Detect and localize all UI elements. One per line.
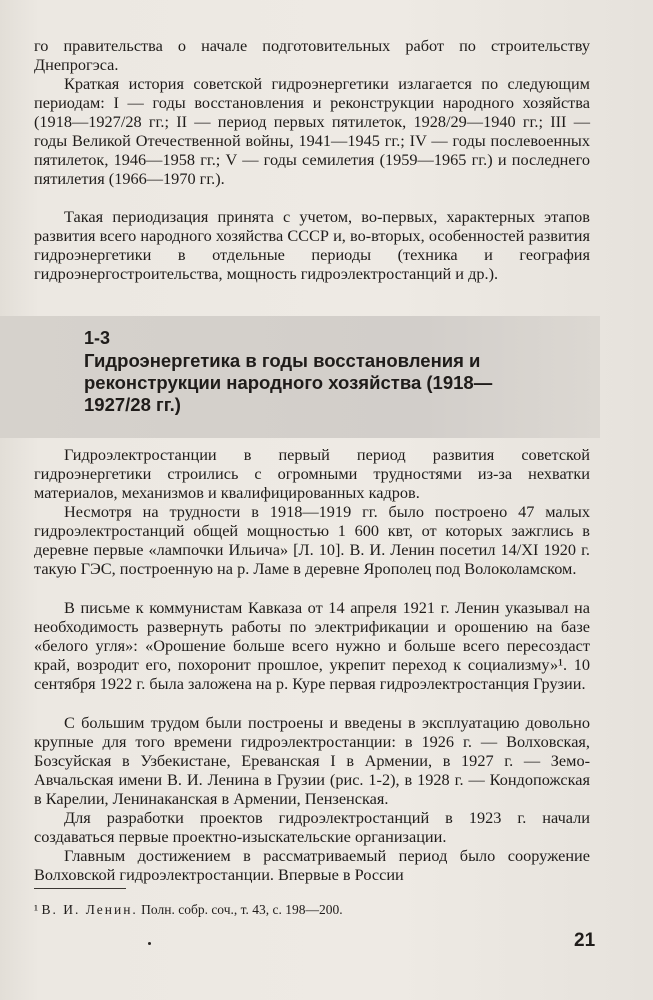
paragraph-first-period: Гидроэлектростанции в первый период развития советской гидроэнергетики строились с огромными трудностями из-за нехватки материалов, механизмов и квалифицированных кадров. xyxy=(34,445,590,502)
paragraph-volkhov: Главным достижением в рассматриваемый период было сооружение Волховской гидроэлектростанции. Впервые в России xyxy=(34,846,590,884)
section-number: 1-3 xyxy=(84,328,111,348)
footnote-citation: Полн. собр. соч., т. 43, с. 198—200. xyxy=(141,902,343,917)
paragraph-small-plants: Несмотря на трудности в 1918—1919 гг. было построено 47 малых гидроэлектростанций общей мощностью 1 600 квт, от которых зажглись в деревне первые «лампочки Ильича» [Л. 10]. В. И. Ленин посетил 14/XI 1920 г. такую ГЭС, построенную на р. Ламе в деревне Ярополец под Волоколамском. xyxy=(34,502,590,578)
section-title: Гидроэнергетика в годы восстановления и реконструкции народного хозяйства (1918—1927/28 гг.) xyxy=(84,350,493,415)
footnote-marker: ¹ xyxy=(34,902,39,917)
footnote-author: В. И. Ленин. xyxy=(41,902,138,917)
paragraph-design-orgs: Для разработки проектов гидроэлектростанций в 1923 г. начали создаваться первые проектно-изыскательские организации. xyxy=(34,808,590,846)
page-number: 21 xyxy=(574,930,596,951)
print-speck xyxy=(148,942,151,945)
footnote xyxy=(34,901,594,918)
footnote-divider xyxy=(34,888,126,889)
paragraph-large-plants: С большим трудом были построены и введены в эксплуатацию довольно крупные для того времени гидроэлектростанции: в 1926 г. — Волховская, Бозсуйская в Узбекистане, Ереванская I в Армении, в 1927 г. — Земо-Авчальская имени В. И. Ленина в Грузии (рис. 1-2), в 1928 г. — Кондопожская в Карелии, Ленинаканская в Армении, Пензенская. xyxy=(34,713,590,808)
paragraph-periodization: Такая периодизация принята с учетом, во-первых, характерных этапов развития всего народного хозяйства СССР и, во-вторых, особенностей развития гидроэнергетики в отдельные периоды (техника и география гидроэнергостроительства, мощность гидроэлектростанций и др.). xyxy=(34,207,590,283)
paragraph-lenin-letter: В письме к коммунистам Кавказа от 14 апреля 1921 г. Ленин указывал на необходимость развернуть работы по электрификации и орошению на базе «белого угля»: «Орошение больше всего нужно и больше всего пересоздаст край, возродит его, похоронит прошлое, укрепит переход к социализму»¹. 10 сентября 1922 г. была заложена на р. Куре первая гидроэлектростанция Грузии. xyxy=(34,598,590,693)
paragraph-periods: Краткая история советской гидроэнергетики излагается по следующим периодам: I — годы восстановления и реконструкции народного хозяйства (1918—1927/28 гг.; II — период первых пятилеток, 1928/29—1940 гг.; III — годы Великой Отечественной войны, 1941—1945 гг.; IV — годы послевоенных пятилеток, 1946—1958 гг.; V — годы семилетия (1959—1965 гг.) и последнего пятилетия (1966—1970 гг.). xyxy=(34,74,590,188)
paragraph-intro-continuation: го правительства о начале подготовительных работ по строительству Днепрогэса. xyxy=(34,36,590,74)
